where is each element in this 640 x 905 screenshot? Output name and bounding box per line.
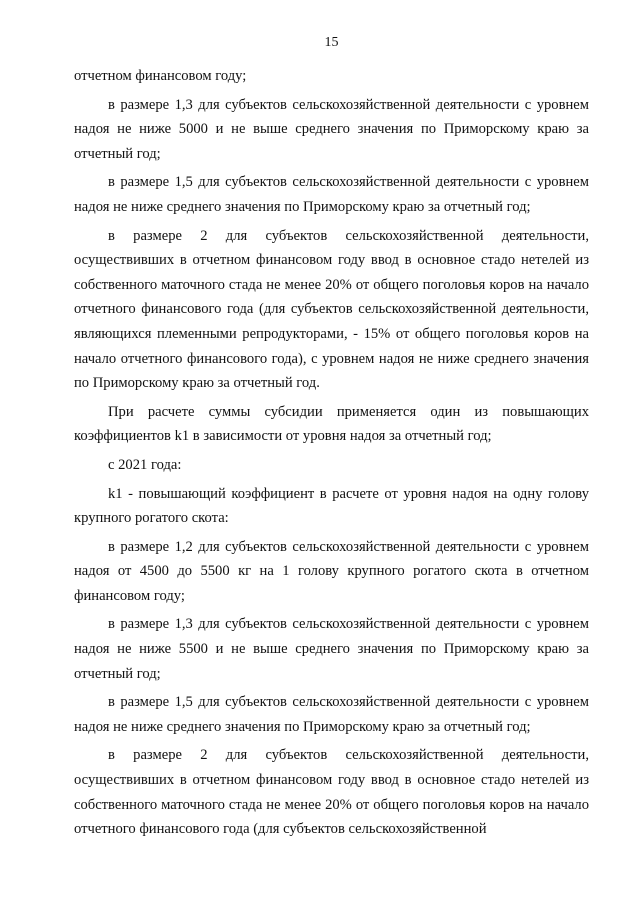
paragraph-10: в размере 1,5 для субъектов сельскохозяйственной деятельности с уровнем надоя не ниже среднего значения по Приморскому краю за отчетный год; — [74, 694, 589, 735]
paragraph-4: в размере 2 для субъектов сельскохозяйственной деятельности, осуществивших в отчетном финансовом году ввод в основное стадо нетелей из собственного маточного стада не менее 20% от общего поголовья коров на начало отчетного финансового года (для субъектов сельскохозяйственной деятельности, являющихся племенными репродукторами, - 15% от общего поголовья коров на начало отчетного финансового года), с уровнем надоя не ниже среднего значения по Приморскому краю за отчетный год. — [74, 227, 589, 392]
paragraph-6: с 2021 года: — [108, 456, 182, 473]
document-body — [74, 64, 589, 842]
paragraph-3: в размере 1,5 для субъектов сельскохозяйственной деятельности с уровнем надоя не ниже среднего значения по Приморскому краю за отчетный год; — [74, 174, 589, 215]
paragraph-5: При расчете суммы субсидии применяется один из повышающих коэффициентов k1 в зависимости от уровня надоя за отчетный год; — [74, 403, 589, 445]
paragraph-8: в размере 1,2 для субъектов сельскохозяйственной деятельности с уровнем надоя от 4500 до 5500 кг на 1 голову крупного рогатого скота в отчетном финансовом году; — [74, 538, 589, 604]
paragraph-2: в размере 1,3 для субъектов сельскохозяйственной деятельности с уровнем надоя не ниже 5000 и не выше среднего значения по Приморскому краю за отчетный год; — [74, 96, 589, 162]
paragraph-1: отчетном финансовом году; — [74, 68, 247, 84]
document-page — [74, 0, 589, 905]
paragraph-7: k1 - повышающий коэффициент в расчете от уровня надоя на одну голову крупного рогатого скота: — [74, 485, 589, 527]
paragraph-11: в размере 2 для субъектов сельскохозяйственной деятельности, осуществивших в отчетном финансовом году ввод в основное стадо нетелей из собственного маточного стада не менее 20% от общего поголовья коров на начало отчетного финансового года (для субъектов сельскохозяйственной — [74, 747, 589, 838]
page-number: 15 — [324, 35, 339, 50]
paragraph-9: в размере 1,3 для субъектов сельскохозяйственной деятельности с уровнем надоя не ниже 5500 и не выше среднего значения по Приморскому краю за отчетный год; — [74, 616, 589, 682]
